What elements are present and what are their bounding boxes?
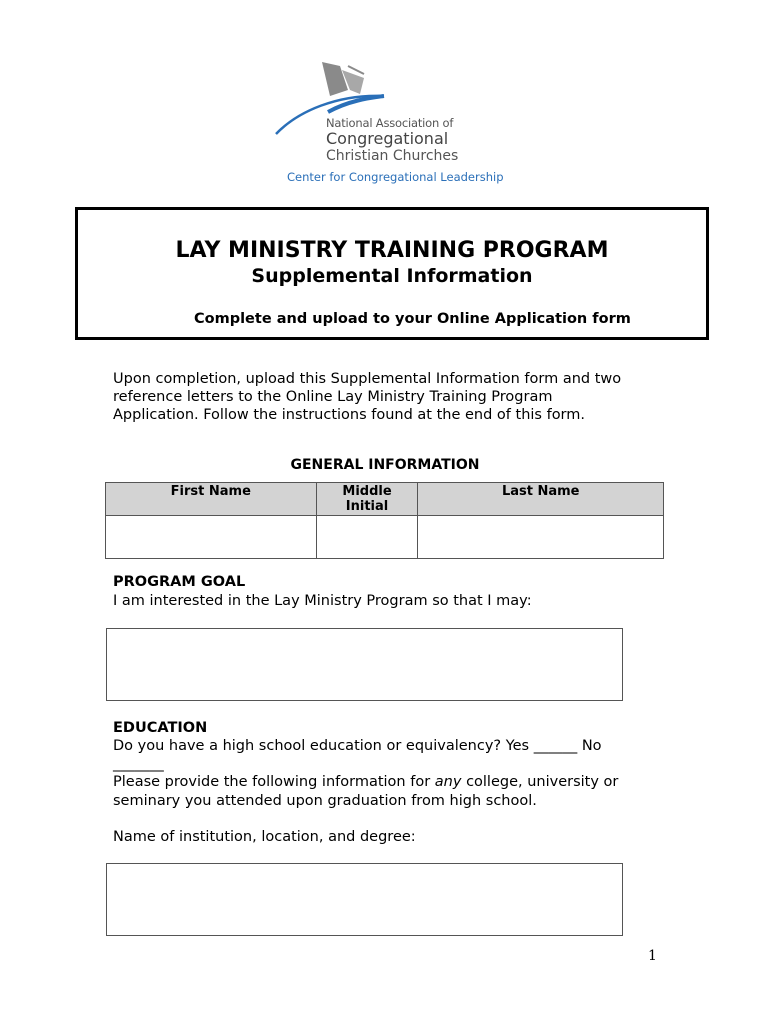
intro-line: Application. Follow the instructions found at the end of this form. (113, 407, 586, 423)
first-name-field[interactable] (106, 516, 317, 559)
logo-text-line4: Center for Congregational Leadership (287, 170, 504, 184)
page-number: 1 (648, 948, 657, 964)
education-question: Do you have a high school education or equivalency? Yes ______ No (113, 738, 602, 754)
column-header-last-name: Last Name (418, 483, 664, 516)
program-goal-answer-box[interactable] (106, 628, 623, 701)
logo-text-line3: Christian Churches (326, 148, 459, 164)
intro-line: reference letters to the Online Lay Ministry Training Program (113, 389, 553, 405)
institution-prompt: Name of institution, location, and degree: (113, 829, 416, 845)
column-header-middle-initial: Middle Initial (316, 483, 418, 516)
no-answer-blank[interactable]: _______ (113, 756, 164, 772)
program-goal-prompt: I am interested in the Lay Ministry Program so that I may: (113, 593, 532, 609)
education-heading: EDUCATION (113, 720, 208, 736)
column-header-first-name: First Name (106, 483, 317, 516)
education-instruction-line3: seminary you attended upon graduation from high school. (113, 793, 537, 809)
intro-line: Upon completion, upload this Supplemental Information form and two (113, 371, 622, 387)
education-instruction (113, 773, 673, 791)
document-title: LAY MINISTRY TRAINING PROGRAM (175, 238, 609, 263)
logo-text-line2: Congregational (326, 129, 449, 148)
program-goal-heading: PROGRAM GOAL (113, 574, 246, 590)
logo-text-line1: National Association of (326, 116, 454, 130)
name-table (105, 482, 664, 559)
middle-initial-field[interactable] (316, 516, 418, 559)
document-subtitle: Supplemental Information (251, 265, 533, 287)
title-box (75, 207, 709, 340)
last-name-field[interactable] (418, 516, 664, 559)
education-instruction-end: college, university or (466, 774, 619, 790)
institution-answer-box[interactable] (106, 863, 623, 936)
any-emphasis: any (434, 774, 462, 790)
general-information-heading: GENERAL INFORMATION (290, 457, 480, 473)
intro-paragraph (113, 370, 673, 424)
education-instruction-text: Please provide the following information for (113, 774, 431, 790)
upload-instruction: Complete and upload to your Online Application form (194, 311, 631, 327)
